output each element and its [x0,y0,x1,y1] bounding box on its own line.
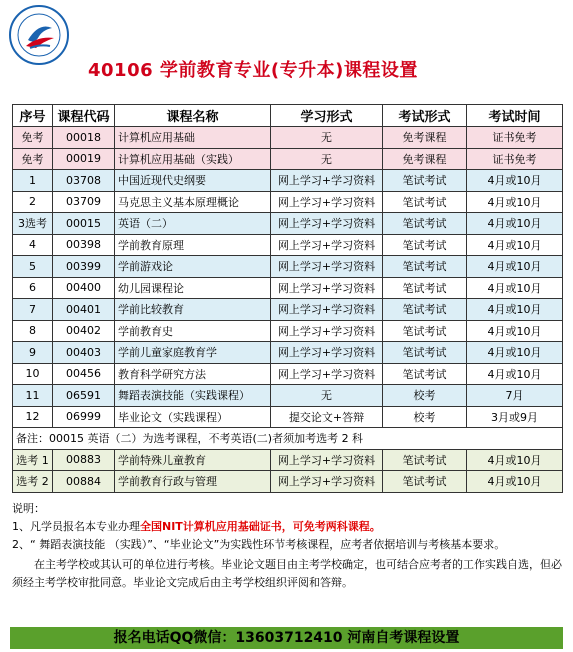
table-cell: 学前教育史 [115,320,271,342]
elective-rows [13,449,563,492]
table-cell: 选考 1 [13,449,53,471]
table-cell: 证书免考 [467,148,563,170]
table-cell: 教育科学研究方法 [115,363,271,385]
description-item-3: 在主考学校或其认可的单位进行考核。毕业论文题目由主考学校确定，也可结合应考者的工作实践自选，但必须经主考学校审批同意。毕业论文完成后由主考学校组织评阅和答辩。 [12,558,562,589]
table-cell: 4月或10月 [467,342,563,364]
table-cell: 免考课程 [383,127,467,149]
table-cell: 8 [13,320,53,342]
table-cell: 4月或10月 [467,449,563,471]
table-row [13,170,563,192]
table-cell: 03709 [53,191,115,213]
table-cell: 学前教育原理 [115,234,271,256]
table-cell: 笔试考试 [383,363,467,385]
note-text: 备注：00015 英语（二）为选考课程，不考英语(二)者须加考选考 2 科 [13,428,563,450]
table-cell: 00402 [53,320,115,342]
table-row [13,342,563,364]
university-seal-icon [8,4,70,66]
table-cell: 00456 [53,363,115,385]
description-item-1 [12,518,562,536]
table-cell: 网上学习+学习资料 [271,363,383,385]
table-cell: 9 [13,342,53,364]
table-cell: 学前比较教育 [115,299,271,321]
table-cell: 学前特殊儿童教育 [115,449,271,471]
table-cell: 笔试考试 [383,191,467,213]
logo [8,4,70,66]
table-row [13,299,563,321]
table-cell: 06591 [53,385,115,407]
table-cell: 网上学习+学习资料 [271,191,383,213]
table-cell: 00398 [53,234,115,256]
course-table [12,104,563,493]
table-cell: 00015 [53,213,115,235]
table-cell: 7月 [467,385,563,407]
table-cell: 幼儿园课程论 [115,277,271,299]
header-cell: 考试形式 [383,105,467,127]
table-cell: 提交论文+答辩 [271,406,383,428]
table-row [13,213,563,235]
table-row [13,385,563,407]
table-cell: 笔试考试 [383,449,467,471]
table-cell: 笔试考试 [383,342,467,364]
table-cell: 11 [13,385,53,407]
table-cell: 网上学习+学习资料 [271,471,383,493]
description [12,500,562,592]
table-cell: 00403 [53,342,115,364]
table-cell: 校考 [383,385,467,407]
table-cell: 3选考 [13,213,53,235]
table-row [13,449,563,471]
table-row [13,234,563,256]
table-row [13,363,563,385]
table-cell: 选考 2 [13,471,53,493]
table-cell: 4月或10月 [467,256,563,278]
table-cell: 笔试考试 [383,471,467,493]
table-cell: 1 [13,170,53,192]
table-row [13,256,563,278]
header-cell: 课程代码 [53,105,115,127]
table-cell: 网上学习+学习资料 [271,170,383,192]
table-cell: 5 [13,256,53,278]
table-cell: 4月或10月 [467,234,563,256]
table-cell: 无 [271,127,383,149]
description-heading: 说明： [12,502,45,515]
table-cell: 计算机应用基础（实践） [115,148,271,170]
table-cell: 03708 [53,170,115,192]
table-cell: 00401 [53,299,115,321]
table-cell: 网上学习+学习资料 [271,256,383,278]
table-cell: 免考 [13,148,53,170]
header-cell: 学习形式 [271,105,383,127]
header-cell: 序号 [13,105,53,127]
table-cell: 无 [271,385,383,407]
table-cell: 4月或10月 [467,320,563,342]
table-cell: 12 [13,406,53,428]
table-cell: 00883 [53,449,115,471]
course-rows [13,127,563,428]
table-cell: 笔试考试 [383,299,467,321]
table-row [13,471,563,493]
table-cell: 免考课程 [383,148,467,170]
table-row [13,277,563,299]
table-cell: 学前游戏论 [115,256,271,278]
table-cell: 00018 [53,127,115,149]
table-row [13,406,563,428]
table-cell: 英语（二） [115,213,271,235]
table-cell: 2 [13,191,53,213]
table-cell: 4月或10月 [467,471,563,493]
table-cell: 00399 [53,256,115,278]
table-cell: 学前教育行政与管理 [115,471,271,493]
table-cell: 网上学习+学习资料 [271,213,383,235]
table-cell: 学前儿童家庭教育学 [115,342,271,364]
table-cell: 4月或10月 [467,277,563,299]
page-title: 40106 学前教育专业(专升本)课程设置 [88,60,418,81]
table-cell: 4月或10月 [467,191,563,213]
table-cell: 06999 [53,406,115,428]
table-cell: 6 [13,277,53,299]
table-cell: 00884 [53,471,115,493]
table-cell: 笔试考试 [383,277,467,299]
table-cell: 免考 [13,127,53,149]
table-cell: 网上学习+学习资料 [271,449,383,471]
table-row [13,127,563,149]
table-row [13,320,563,342]
table-cell: 00400 [53,277,115,299]
table-row [13,191,563,213]
table-header-row [13,105,563,127]
table-cell: 网上学习+学习资料 [271,299,383,321]
description-item-1-highlight: 全国NIT计算机应用基础证书，可免考两科课程。 [140,520,381,533]
table-cell: 网上学习+学习资料 [271,277,383,299]
table-cell: 00019 [53,148,115,170]
header-cell: 考试时间 [467,105,563,127]
table-cell: 校考 [383,406,467,428]
table-cell: 10 [13,363,53,385]
table-cell: 舞蹈表演技能（实践课程） [115,385,271,407]
note-row [13,428,563,450]
table-cell: 4月或10月 [467,363,563,385]
table-cell: 笔试考试 [383,256,467,278]
table-cell: 4月或10月 [467,170,563,192]
table-cell: 4月或10月 [467,299,563,321]
table-cell: 网上学习+学习资料 [271,342,383,364]
table-cell: 网上学习+学习资料 [271,320,383,342]
table-cell: 3月或9月 [467,406,563,428]
table-cell: 证书免考 [467,127,563,149]
table-cell: 计算机应用基础 [115,127,271,149]
table-cell: 笔试考试 [383,234,467,256]
table-row [13,148,563,170]
table-cell: 4 [13,234,53,256]
table-cell: 7 [13,299,53,321]
description-item-2: 2、“ 舞蹈表演技能 （实践）”、“毕业论文”为实践性环节考核课程，应考者依据培训与考核基本要求。 [12,538,506,551]
table-cell: 马克思主义基本原理概论 [115,191,271,213]
table-cell: 网上学习+学习资料 [271,234,383,256]
description-item-1-text: 1、凡学员报名本专业办理 [12,520,140,533]
table-cell: 笔试考试 [383,170,467,192]
table-cell: 笔试考试 [383,320,467,342]
table-cell: 毕业论文（实践课程） [115,406,271,428]
table-cell: 4月或10月 [467,213,563,235]
contact-footer: 报名电话QQ微信：13603712410 河南自考课程设置 [10,627,563,649]
header-cell: 课程名称 [115,105,271,127]
table-cell: 无 [271,148,383,170]
table-cell: 中国近现代史纲要 [115,170,271,192]
table-cell: 笔试考试 [383,213,467,235]
